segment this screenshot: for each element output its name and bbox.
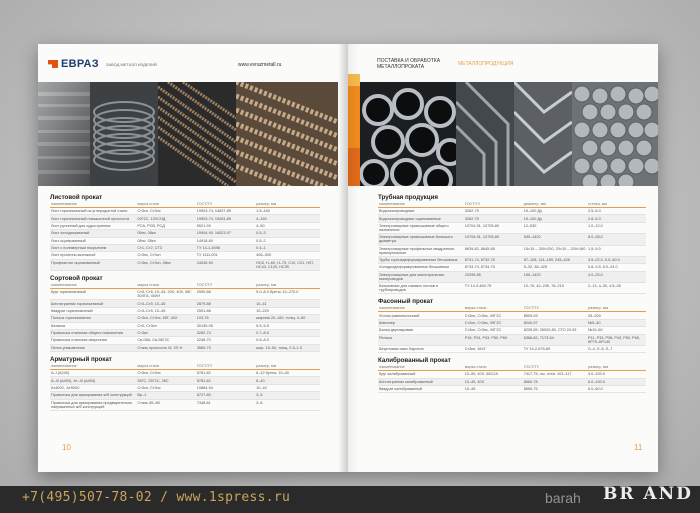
table-cell: Ст3пс, Ст3сп, 08пс [136, 259, 195, 270]
table-cell: Квадрат горячекатаный [50, 307, 136, 314]
col-header: ГОСТ/ТУ [196, 282, 255, 289]
table-cell: 08пс, 08кп [136, 230, 195, 237]
table-cell: 15×15 – 200×200, 20×10 – 200×160 [523, 245, 587, 256]
table-row [50, 315, 320, 322]
table-row [50, 289, 320, 300]
table-cell: 35ГС, 25Г2С, 28С [136, 377, 195, 384]
col-header: наименование [50, 282, 136, 289]
table-row [50, 237, 320, 244]
table-cell: 10–76, 42–245, 76–219 [523, 283, 587, 294]
table-cell: Круг калиброванный [378, 371, 464, 378]
section-bar [50, 275, 320, 352]
table-cell: 103-76 [196, 315, 255, 322]
table-row [378, 371, 646, 378]
table-cell: Ст3кп [136, 329, 195, 336]
table-cell: Шестигранник калиброванный [378, 378, 464, 385]
product-table [50, 363, 320, 411]
table-cell: Проволока для армирования предварительно напряженных ж/б конструкций [50, 399, 136, 410]
right-page [348, 44, 658, 472]
product-table [378, 201, 646, 294]
table-cell: 3262-75 [464, 215, 523, 222]
col-header: ГОСТ/ТУ [196, 363, 255, 370]
left-page [38, 44, 348, 472]
table-cell: 3–5 [255, 392, 320, 399]
table-cell: Лист просечно-вытяжной [50, 252, 136, 259]
table-body [378, 312, 646, 353]
table-cell: Водогазопроводные оцинкованные [378, 215, 464, 222]
section-title: Листовой прокат [50, 194, 103, 201]
table-cell: 10–41 [255, 300, 320, 307]
table-cell: Ст3кп, 16ХГ [464, 345, 523, 352]
table-cell: 5521-93 [196, 222, 255, 229]
table-row [50, 252, 320, 259]
table-cell: Лента упаковочная [50, 344, 136, 351]
table-cell: Полоса горячекатаная [50, 315, 136, 322]
col-header: марка стали [136, 282, 195, 289]
page-number-left: 10 [62, 443, 71, 452]
table-cell: Ст3сп, Ст3пс, 09Г2С [464, 319, 523, 326]
table-row [50, 244, 320, 251]
table-cell: Холоднодеформированные бесшовные [378, 264, 464, 271]
table-cell: 3560-73 [196, 344, 255, 351]
angle-steel-photo [456, 82, 514, 186]
col-header: наименование [378, 201, 464, 208]
table-row [50, 215, 320, 222]
table-cell: Электросварные для магистральных газопроводов [378, 271, 464, 282]
table-cell: Балка двутавровая [378, 327, 464, 334]
rebar-bundle-photo [158, 82, 236, 186]
table-cell: 3282-74 [196, 329, 255, 336]
table-row [378, 312, 646, 319]
table-row [50, 399, 320, 410]
table-cell: 10884-94 [196, 384, 255, 391]
table-cell: 10–45 [464, 386, 523, 393]
table-cell: Л–4, Л–5, Л–7 [587, 345, 646, 352]
section-shaped [378, 298, 646, 353]
col-header: размер, мм [255, 363, 320, 370]
table-cell: 5.0–8.0 бунты; 10–270.0 [255, 289, 320, 300]
product-table [50, 282, 320, 352]
table-cell: 7417-75, гос. плит. 103–117 [523, 371, 587, 378]
logo-text: ЕВРАЗ [61, 58, 99, 70]
table-cell: 12–530 [523, 222, 587, 233]
table-row [378, 283, 646, 294]
table-cell: 8.0–28.0 [587, 234, 646, 245]
col-header: марка стали [136, 363, 195, 370]
table-cell: РСА, РСВ, РСД [136, 222, 195, 229]
table-cell: Шестигранник горячекатаный [50, 300, 136, 307]
table-row [378, 386, 646, 393]
table-row [50, 230, 320, 237]
left-content [50, 190, 320, 411]
table-cell: 1.5–9.0 [587, 245, 646, 256]
table-cell: 1.5–160 [255, 208, 320, 215]
table-cell: Лист холоднокатаный [50, 230, 136, 237]
table-row [50, 300, 320, 307]
table-cell: 6727-80 [196, 392, 255, 399]
table-cell: 5.5; 6.5 [255, 322, 320, 329]
col-header: марка стали [136, 201, 195, 208]
col-header: размер, мм [587, 364, 646, 371]
table-cell: 8559-75 [523, 386, 587, 393]
table-cell: 0.8–3.5, 5.0–24.0 [587, 264, 646, 271]
table-cell: Сталь 65–85 [136, 399, 195, 410]
table-cell: A–I (A240) [50, 370, 136, 377]
table-row [378, 345, 646, 352]
table-cell: шир. 15–50, толщ. 0.3–1.5 [255, 344, 320, 351]
profile-steel-photo [514, 82, 572, 186]
col-header: размер, мм [255, 201, 320, 208]
table-cell: Шпунтовая сваи Ларсена [378, 345, 464, 352]
table-cell: Квадрат калиброванный [378, 386, 464, 393]
section-title: Калиброванный прокат [378, 357, 451, 365]
photo-strip-right [360, 82, 658, 186]
table-cell: 57–108, 114–159, 245–426 [523, 256, 587, 263]
col-header: наименование [50, 201, 136, 208]
table-cell: 0.4–1 [255, 244, 320, 251]
photo-strip-left [38, 82, 338, 186]
table-row [50, 222, 320, 229]
table-cell: 2–13, 4–30, 4.5–28 [587, 283, 646, 294]
table-cell: 4.0–25.0 [587, 271, 646, 282]
section-title: Фасонный прокат [378, 298, 434, 306]
col-header: марка стали [464, 305, 523, 312]
table-cell: 5781-82 [196, 377, 255, 384]
logo-mark-icon [48, 60, 58, 68]
table-cell: Проволока стальная сварочная [50, 337, 136, 344]
right-page-tag: МЕТАЛЛОПРОДУКЦИЯ [458, 61, 514, 67]
table-row [378, 264, 646, 271]
table-body [50, 208, 320, 271]
product-table [378, 364, 646, 393]
table-cell: 08пс, 08кп [136, 237, 195, 244]
pipes-photo [360, 82, 456, 186]
table-cell: ширина 20–160, толщ. 4–60 [255, 315, 320, 322]
table-cell: Ст1, Ст2, СТ3 [136, 244, 195, 251]
table-cell: 25–200 [587, 312, 646, 319]
accent-bar-dark [348, 148, 360, 186]
col-header: наименование [50, 363, 136, 370]
table-cell: 10704-91, 10705-80 [464, 234, 523, 245]
col-header: стенка, мм [587, 201, 646, 208]
contact-phone-url[interactable]: +7(495)507-78-02 / www.1spress.ru [22, 490, 291, 505]
table-row [50, 337, 320, 344]
table-cell: 10–40 [255, 384, 320, 391]
table-body [378, 371, 646, 393]
company-logo [48, 58, 157, 70]
table-cell: 4–160 [255, 215, 320, 222]
table-cell: Бесшовные для газовых котлов и трубопроводов [378, 283, 464, 294]
section-calibrated [378, 357, 646, 393]
table-cell: 3.0–100.0 [587, 371, 646, 378]
table-cell: Вр–1 [136, 392, 195, 399]
table-cell: 5781-82 [196, 370, 255, 377]
brochure-spread [38, 44, 658, 472]
table-body [50, 289, 320, 352]
table-cell: 10–220 [255, 307, 320, 314]
watermark-text: barah [545, 490, 581, 506]
table-cell: 10–50, 40Х, 65С2А [464, 371, 523, 378]
table-cell: Электросварные прямошовные общего назначения [378, 222, 464, 233]
col-header: наименование [378, 305, 464, 312]
table-cell: №5–40 [587, 319, 646, 326]
table-cell: Лист рулонный для судостроения [50, 222, 136, 229]
table-cell: Рельсы [378, 334, 464, 345]
table-cell: Уголок равнополочный [378, 312, 464, 319]
table-cell: 15–100 Ду [523, 208, 587, 215]
table-row [378, 208, 646, 215]
table-cell: 6368-82, 7173-54 [523, 334, 587, 345]
table-body [378, 208, 646, 294]
accent-bar-yellow [348, 74, 360, 86]
round-bars-photo [572, 82, 658, 186]
table-row [50, 329, 320, 336]
table-cell: Лист горячекатаный из углеродистой стали [50, 208, 136, 215]
product-table [50, 201, 320, 271]
table-row [378, 334, 646, 345]
table-cell: 19903-74, 14637-89 [196, 208, 255, 215]
table-cell: Катанка [50, 322, 136, 329]
table-row [378, 256, 646, 263]
table-cell: Ст3сп, Ст3пс, 09Г2С [464, 327, 523, 334]
table-cell: НС8, Н–60, Н–75, С10, С21, Н57, НС44, С120, НС35 [255, 259, 320, 270]
table-row [50, 344, 320, 351]
section-pipes [378, 194, 646, 294]
table-cell: 1.0–12.0 [587, 222, 646, 233]
table-cell: Электросварные прямошовные большого диаметра [378, 234, 464, 245]
col-header: диаметр, мм [523, 201, 587, 208]
section-title: Арматурный прокат [50, 356, 112, 363]
table-cell: Ст5, Ст6, 10–45, 20Х, 40Х, 65Г, 30ХГА, 40ХН [136, 289, 195, 300]
product-table [378, 305, 646, 353]
table-body [50, 370, 320, 411]
table-cell: ТУ 14-1-4598 [196, 244, 255, 251]
table-cell: 19904-90, 16523-97 [196, 230, 255, 237]
col-header: размер, мм [255, 282, 320, 289]
table-cell: Ст3сп, Ст3пс [136, 384, 195, 391]
table-cell: Круг горячекатаный [50, 289, 136, 300]
table-cell: 10704-91, 10705-80 [464, 222, 523, 233]
table-cell: 4–50 [255, 222, 320, 229]
table-row [50, 322, 320, 329]
table-cell: 2591-88 [196, 307, 255, 314]
table-cell: 14918-80 [196, 237, 255, 244]
table-cell: Трубы горячедеформированные бесшовные [378, 256, 464, 263]
table-row [378, 215, 646, 222]
table-cell: 0.5–3 [255, 230, 320, 237]
page-number-right: 11 [634, 443, 643, 452]
table-cell: 20295-85 [464, 271, 523, 282]
table-cell: 8733-74, 8734-75 [464, 264, 523, 271]
table-cell: 09Г2С, 10ХСНД [136, 215, 195, 222]
accent-bar-orange [348, 86, 360, 148]
table-cell: 530–1420 [523, 234, 587, 245]
section-title: Трубная продукция [378, 194, 438, 201]
table-cell: A–III (A400), Ат–III (A400) [50, 377, 136, 384]
col-header: марка стали [464, 364, 523, 371]
rebar-closeup-photo [236, 82, 338, 186]
table-row [378, 327, 646, 334]
right-content [378, 190, 646, 393]
table-cell: 19903-74, 19281-89 [196, 215, 255, 222]
table-cell: 8560-78 [523, 378, 587, 385]
table-cell: Р11, Р33, Р38, Р43, Р50, Р65, КР70–КР140 [587, 334, 646, 345]
table-row [50, 384, 320, 391]
table-cell: Проволока для армирования ж/б конструкций [50, 392, 136, 399]
table-cell: 6–12 бунты; 10–40 [255, 370, 320, 377]
col-header: ГОСТ/ТУ [196, 201, 255, 208]
table-row [378, 245, 646, 256]
table-row [50, 392, 320, 399]
wire-coils-photo [90, 82, 158, 186]
table-cell: №10–60 [587, 327, 646, 334]
table-cell: 3–8 [255, 399, 320, 410]
website-url: www.evrazmetall.ru [238, 62, 282, 68]
table-cell: Лист с полимерным покрытием [50, 244, 136, 251]
col-header: ГОСТ/ТУ [464, 201, 523, 208]
table-cell: ТУ 1111-001 [196, 252, 255, 259]
table-cell: 6–40 [255, 377, 320, 384]
table-row [378, 271, 646, 282]
table-cell: 6.0–60.0 [587, 386, 646, 393]
table-cell: 0.8–8.0 [255, 337, 320, 344]
table-cell: 406–300 [255, 252, 320, 259]
table-row [50, 208, 320, 215]
table-cell: Ат400С, Ат500С [50, 384, 136, 391]
right-page-title: ПОСТАВКА И ОБРАБОТКА МЕТАЛЛОПРОКАТА [377, 58, 441, 70]
table-cell: 2590-88 [196, 289, 255, 300]
table-cell: 24045-94 [196, 259, 255, 270]
table-cell: Ст3сп, Ст3пс, 09Г2С [464, 312, 523, 319]
table-cell: Сталь прочность М, 2П-Н [136, 344, 195, 351]
col-header: размер, мм [587, 305, 646, 312]
table-cell: Водогазопроводные [378, 208, 464, 215]
table-cell: Электросварные профильные квадратные, прямоугольные [378, 245, 464, 256]
table-row [50, 370, 320, 377]
table-row [50, 377, 320, 384]
table-cell: ТУ 14-2-675-89 [523, 345, 587, 352]
table-cell: 0.7–8.0 [255, 329, 320, 336]
section-sheet [50, 194, 320, 271]
table-cell: 6.0–100.0 [587, 378, 646, 385]
table-cell: Лист горячекатаный повышенной прочности [50, 215, 136, 222]
table-cell: 30136-95 [196, 322, 255, 329]
table-cell: 159–1420 [523, 271, 587, 282]
section-rebar [50, 356, 320, 411]
table-cell: Св-08А, Св-08Г2С [136, 337, 195, 344]
table-cell: 8639-82, 8645-68 [464, 245, 523, 256]
table-cell: 8509-93 [523, 312, 587, 319]
table-cell: 0.5–2 [255, 237, 320, 244]
table-cell: ТУ 14-3-460-75 [464, 283, 523, 294]
table-cell: 7348-81 [196, 399, 255, 410]
table-cell: 3.5–22.0, 5.0–40.0 [587, 256, 646, 263]
brand-logo: BR AND [603, 484, 693, 504]
metal-sheets-photo [38, 82, 90, 186]
table-cell: 8240-97 [523, 319, 587, 326]
logo-subtitle: ЗАВОД МЕТАЛЛ ИЗДЕЛИЙ [106, 61, 157, 67]
table-cell: Р18, Р24, Р43, Р50, Р65 [464, 334, 523, 345]
table-cell: Лист оцинкованный [50, 237, 136, 244]
table-cell: Профнастил оцинкованный [50, 259, 136, 270]
table-row [50, 259, 320, 270]
table-cell: 2.5–5.0 [587, 208, 646, 215]
table-cell: 8731-74, 8732-78 [464, 256, 523, 263]
col-header: ГОСТ/ТУ [523, 364, 587, 371]
table-cell: 2.8–5.0 [587, 215, 646, 222]
table-cell: Проволока стальная общего назначения [50, 329, 136, 336]
table-row [378, 378, 646, 385]
table-cell: 15–100 Ду [523, 215, 587, 222]
table-cell: 2246-70 [196, 337, 255, 344]
table-cell: 10–45, 40Х [464, 378, 523, 385]
table-row [378, 234, 646, 245]
table-cell: 2879-88 [196, 300, 255, 307]
col-header: ГОСТ/ТУ [523, 305, 587, 312]
table-cell: Ст3–Ст5, 10–45 [136, 300, 195, 307]
table-row [378, 319, 646, 326]
table-cell: Ст3–Ст5, 10–45 [136, 307, 195, 314]
table-cell: Швеллер [378, 319, 464, 326]
table-row [50, 307, 320, 314]
table-cell: Ст3сп, Ст3пс, 65Г, 40Х [136, 315, 195, 322]
section-title: Сортовой прокат [50, 275, 103, 282]
table-cell: 5–32, 38–325 [523, 264, 587, 271]
table-cell: 8239-89, 26020-83, СТО 20-93 [523, 327, 587, 334]
table-row [378, 222, 646, 233]
table-cell: Ст3пс, Ст3сп [136, 252, 195, 259]
table-cell: Ст3сп, Ст3пс [136, 208, 195, 215]
table-cell: Ст3сп, Ст3пс [136, 370, 195, 377]
col-header: наименование [378, 364, 464, 371]
table-cell: Ст0, Ст3сп [136, 322, 195, 329]
table-cell: 3262-75 [464, 208, 523, 215]
